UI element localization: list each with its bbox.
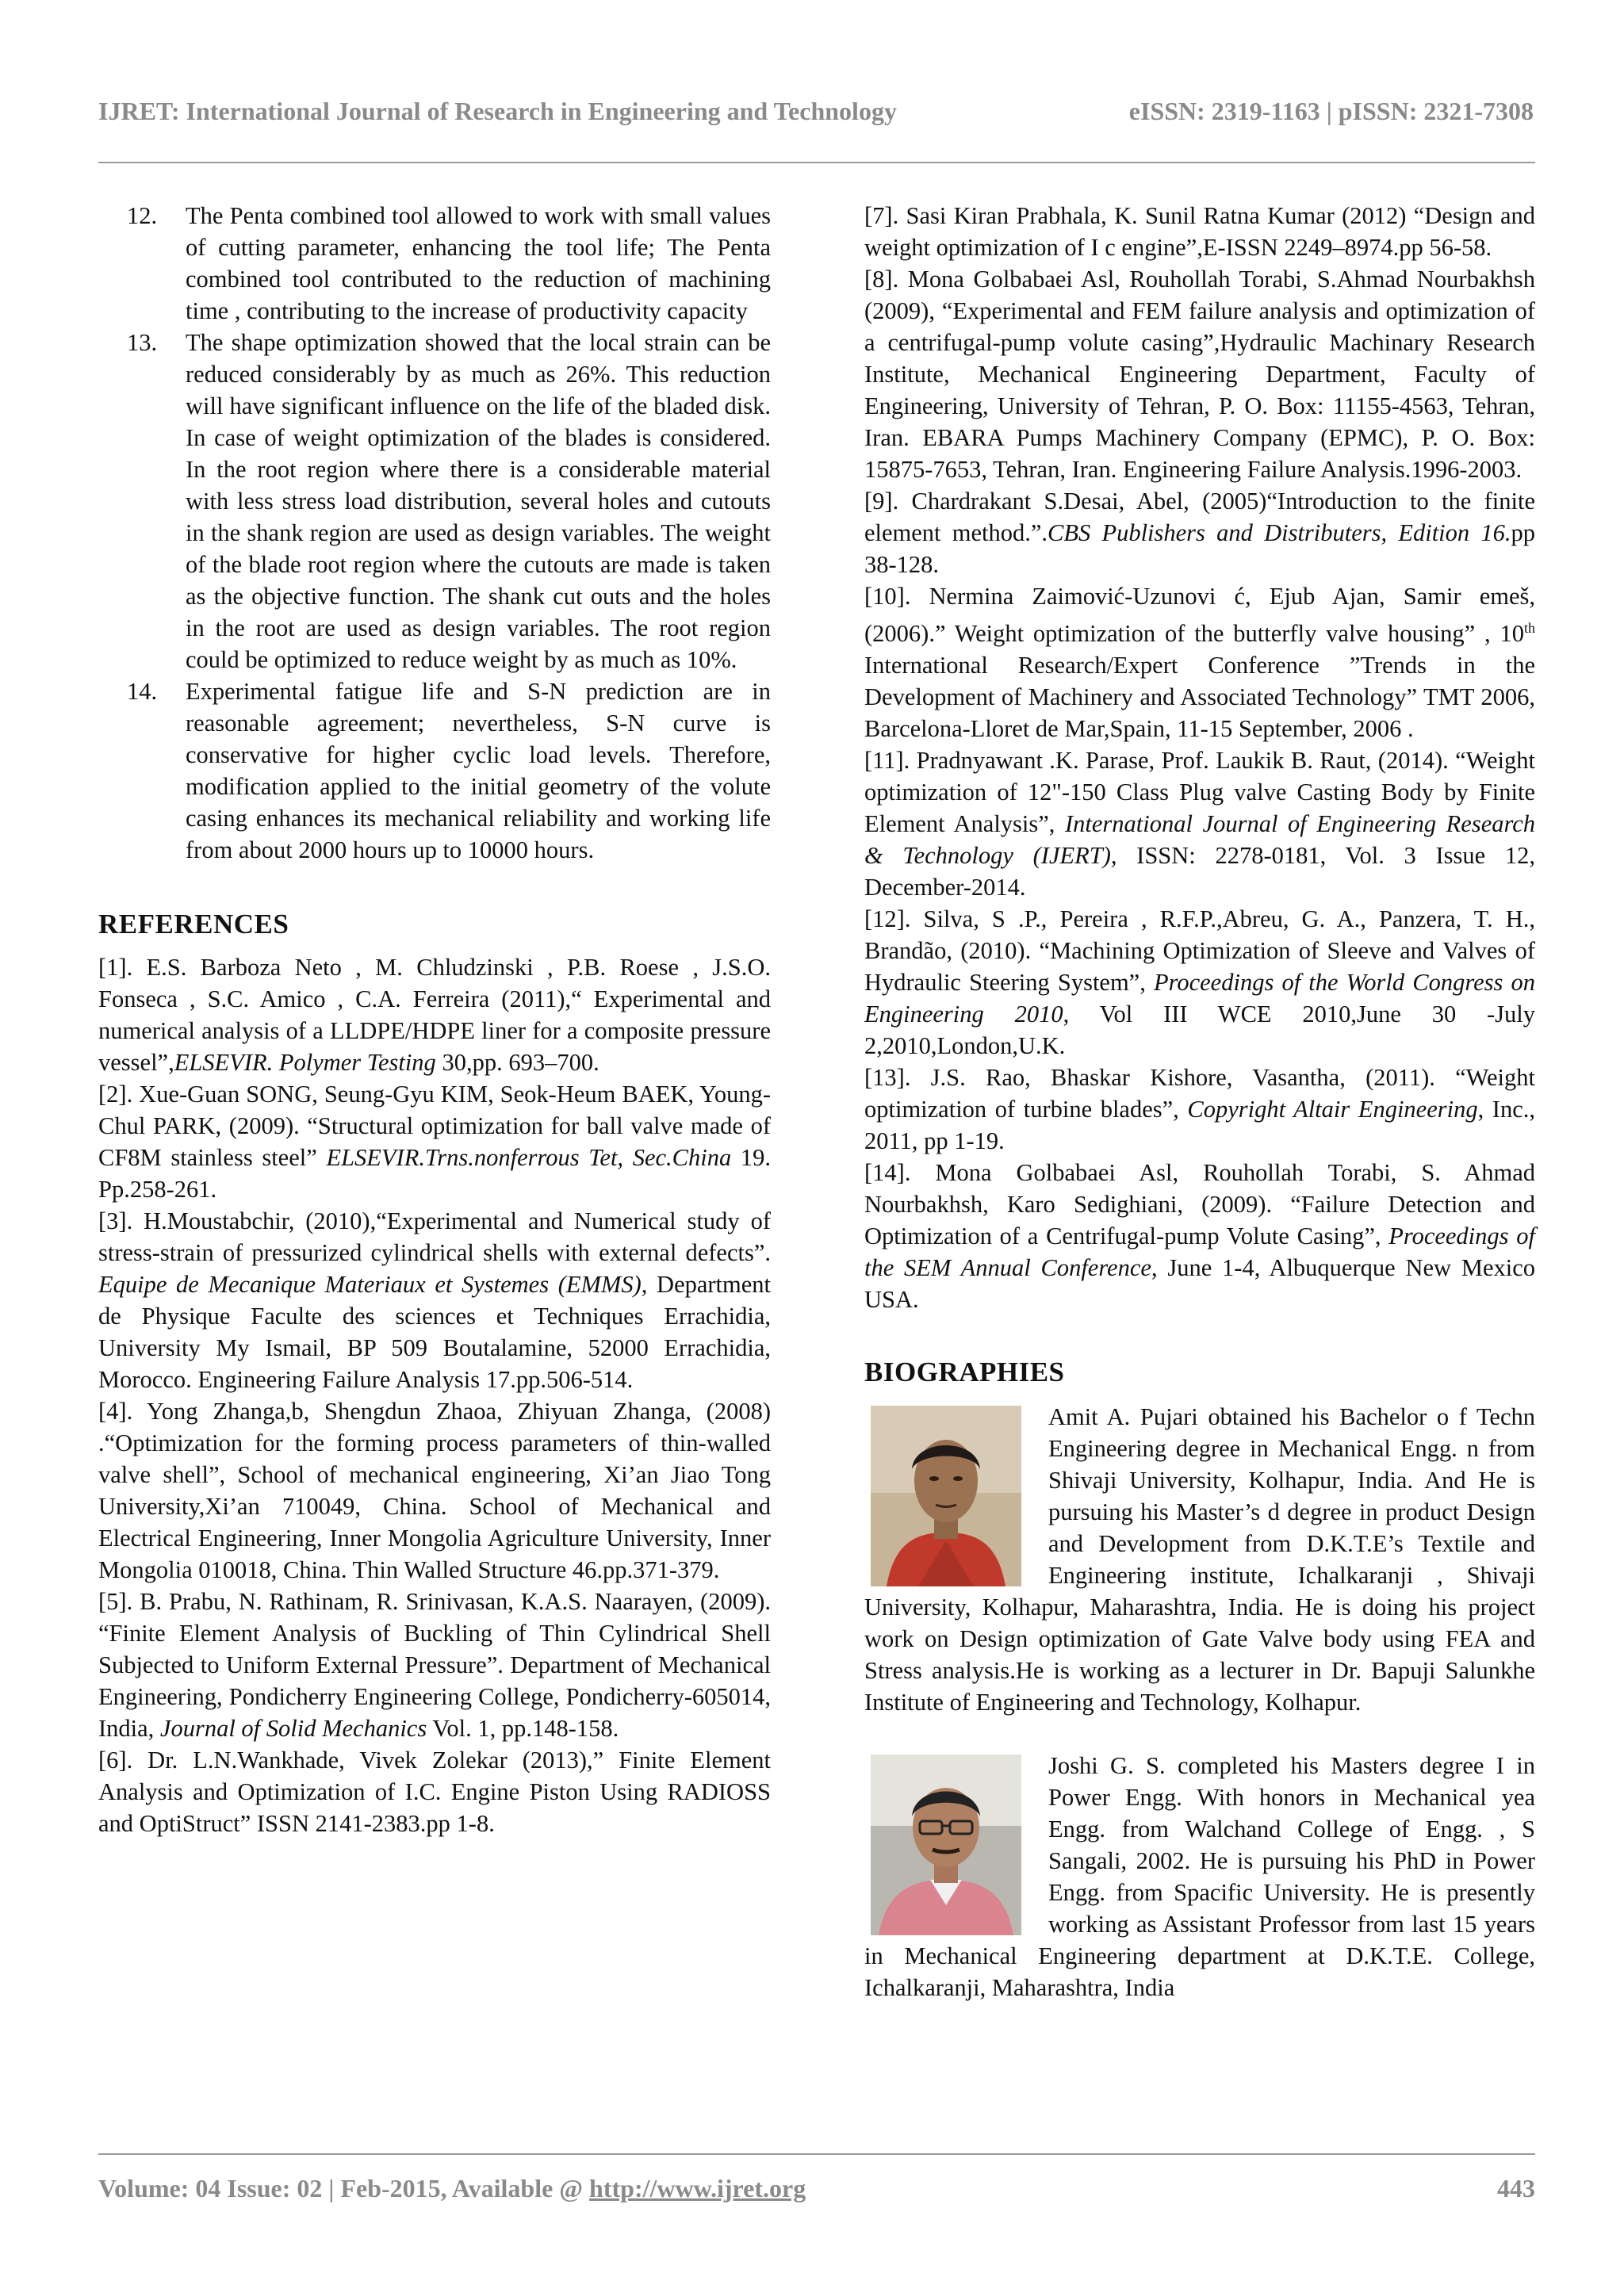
reference-14: [14]. Mona Golbabaei Asl, Rouhollah Torabi, S. Ahmad Nourbakhsh, Karo Sedighiani, (2009). “Failure Detection and Optimization of a Centrifugal-pump Volute Casing”, Proceedings of the SEM Annual Conference, June 1-4, Albuquerque New Mexico USA. — [864, 1159, 1536, 1314]
list-item — [98, 327, 771, 675]
item-number: 12. — [127, 202, 158, 229]
list-item — [98, 200, 771, 327]
running-header — [98, 97, 1534, 136]
author-photo-pujari — [871, 1406, 1021, 1586]
reference-10: [10]. Nermina Zaimović-Uzunovi ć, Ejub Ajan, Samir emeš, (2006).” Weight optimization of the butterfly valve housing” , 10th International Research/Expert Conference ”Trends in the Development of Machinery and Associated Technology” TMT 2006, Barcelona-Lloret de Mar,Spain, 11-15 September, 2006 . — [864, 583, 1535, 743]
reference-13: [13]. J.S. Rao, Bhaskar Kishore, Vasantha, (2011). “Weight optimization of turbine blades”, Copyright Altair Engineering, Inc., 2011, pp 1-19. — [864, 1064, 1536, 1155]
left-column — [98, 200, 771, 1839]
item-number: 14. — [127, 678, 158, 705]
references-heading: REFERENCES — [98, 909, 289, 939]
journal-title: IJRET: International Journal of Research in Engineering and Technology — [98, 97, 897, 125]
reference-4: [4]. Yong Zhanga,b, Shengdun Zhaoa, Zhiyuan Zhanga, (2008) .“Optimization for the forming process parameters of thin-walled valve shell”, School of mechanical engineering, Xi’an Jiao Tong University,Xi’an 710049, China. School of Mechanical and Electrical Engineering, Inner Mongolia Agriculture University, Inner Mongolia 010018, China. Thin Walled Structure 46.pp.371-379. — [98, 1398, 771, 1583]
references-list-left — [98, 951, 771, 1839]
reference-5: [5]. B. Prabu, N. Rathinam, R. Srinivasan, K.A.S. Naarayen, (2009). “Finite Element Analysis of Buckling of Thin Cylindrical Shell Subjected to Uniform External Pressure”. Department of Mechanical Engineering, Pondicherry Engineering College, Pondicherry-605014, India, Journal of Solid Mechanics Vol. 1, pp.148-158. — [98, 1588, 771, 1742]
running-footer — [98, 2174, 1535, 2209]
list-item — [98, 675, 771, 866]
reference-3: [3]. H.Moustabchir, (2010),“Experimental and Numerical study of stress-strain of pressurized cylindrical shells with external defects”. Equipe de Mecanique Materiaux et Systemes (EMMS), Department de Physique Faculte des sciences et Techniques Errachidia, University My Ismail, BP 509 Boutalamine, 52000 Errachidia, Morocco. Engineering Failure Analysis 17.pp.506-514. — [98, 1207, 772, 1393]
biography-2 — [864, 1750, 1535, 2003]
references-list-right — [864, 200, 1535, 1315]
item-number: 13. — [127, 329, 158, 356]
item-text: The Penta combined tool allowed to work with small values of cutting parameter, enhancing the tool life; The Penta combined tool contributed to the reduction of machining time , contributing to the increase of productivity capacity — [186, 202, 771, 324]
author-photo-joshi — [871, 1755, 1021, 1935]
footer-rule — [98, 2153, 1535, 2155]
right-column — [864, 200, 1535, 2003]
reference-1: [1]. E.S. Barboza Neto , M. Chludzinski , P.B. Roese , J.S.O. Fonseca , S.C. Amico , C.A. Ferreira (2011),“ Experimental and numerical analysis of a LLDPE/HDPE liner for a composite pressure vessel”,ELSEVIR. Polymer Testing 30,pp. 693–700. — [98, 954, 771, 1076]
volume-info: Volume: 04 Issue: 02 | Feb-2015, Available @ http://www.ijret.org — [98, 2174, 806, 2202]
reference-2: [2]. Xue-Guan SONG, Seung-Gyu KIM, Seok-Heum BAEK, Young-Chul PARK, (2009). “Structural optimization for ball valve made of CF8M stainless steel” ELSEVIR.Trns.nonferrous Tet, Sec.China 19. Pp.258-261. — [98, 1081, 771, 1203]
reference-8: [8]. Mona Golbabaei Asl, Rouhollah Torabi, S.Ahmad Nourbakhsh (2009), “Experimental and FEM failure analysis and optimization of a centrifugal-pump volute casing”,Hydraulic Machinary Research Institute, Mechanical Engineering Department, Faculty of Engineering, University of Tehran, P. O. Box: 11155-4563, Tehran, Iran. EBARA Pumps Machinery Company (EPMC), P. O. Box: 15875-7653, Tehran, Iran. Engineering Failure Analysis.1996-2003. — [864, 266, 1535, 483]
page-number: 443 — [1497, 2174, 1535, 2202]
reference-12: [12]. Silva, S .P., Pereira , R.F.P.,Abreu, G. A., Panzera, T. H., Brandão, (2010). “Machining Optimization of Sleeve and Valves of Hydraulic Steering System”, Proceedings of the World Congress on Engineering 2010, Vol III WCE 2010,June 30 -July 2,2010,London,U.K. — [864, 905, 1536, 1060]
reference-6: [6]. Dr. L.N.Wankhade, Vivek Zolekar (2013),” Finite Element Analysis and Optimization of I.C. Engine Piston Using RADIOSS and OptiStruct” ISSN 2141-2383.pp 1-8. — [98, 1747, 771, 1837]
journal-link[interactable]: http://www.ijret.org — [589, 2174, 806, 2202]
item-text: Experimental fatigue life and S-N prediction are in reasonable agreement; nevertheless, S-N curve is conservative for higher cyclic load levels. Therefore, modification applied to the initial geometry of the volute casing enhances its mechanical reliability and working life from about 2000 hours up to 10000 hours. — [186, 678, 771, 863]
item-text: The shape optimization showed that the local strain can be reduced considerably by as much as 26%. This reduction will have significant influence on the life of the bladed disk. In case of weight optimization of the blades is considered. In the root region where there is a considerable material with less stress load distribution, several holes and cutouts in the shank region are used as design variables. The weight of the blade root region where the cutouts are made is taken as the objective function. The shank cut outs and the holes in the root are used as design variables. The root region could be optimized to reduce weight by as much as 10%. — [186, 329, 771, 673]
issn-info: eISSN: 2319-1163 | pISSN: 2321-7308 — [1128, 97, 1534, 125]
biography-text: Amit A. Pujari obtained his Bachelor o f Techn Engineering degree in Mechanical Engg. n from Shivaji University, Kolhapur, India. And He is pursuing his Master’s d degree in product Design and Development from D.K.T.E’s Textile and Engineering institute, Ichalkaranji , Shivaji University, Kolhapur, Maharashtra, India. He is doing his project work on Design optimization of Gate Valve body using FEA and Stress analysis.He is working as a lecturer in Dr. Bapuji Salunkhe Institute of Engineering and Technology, Kolhapur. — [864, 1403, 1535, 1716]
header-rule — [98, 162, 1535, 163]
biography-text: Joshi G. S. completed his Masters degree I in Power Engg. With honors in Mechanical yea Engg. from Walchand College of Engg. , S Sangali, 2002. He is pursuing his PhD in Power Engg. from Spacific University. He is presently working as Assistant Professor from last 15 years in Mechanical Engineering department at D.K.T.E. College, Ichalkaranji, Maharashtra, India — [864, 1752, 1535, 2002]
reference-7: [7]. Sasi Kiran Prabhala, K. Sunil Ratna Kumar (2012) “Design and weight optimization of I c engine”,E-ISSN 2249–8974.pp 56-58. — [864, 202, 1535, 261]
biography-1 — [864, 1401, 1535, 1718]
conclusion-list — [98, 200, 771, 866]
biographies-heading: BIOGRAPHIES — [864, 1357, 1065, 1388]
reference-9: [9]. Chardrakant S.Desai, Abel, (2005)“Introduction to the finite element method.”.CBS Publishers and Distributers, Edition 16.pp 38-128. — [864, 488, 1535, 578]
reference-11: [11]. Pradnyawant .K. Parase, Prof. Laukik B. Raut, (2014). “Weight optimization of 12"-150 Class Plug valve Casting Body by Finite Element Analysis”, International Journal of Engineering Research & Technology (IJERT), ISSN: 2278-0181, Vol. 3 Issue 12, December-2014. — [864, 747, 1536, 901]
